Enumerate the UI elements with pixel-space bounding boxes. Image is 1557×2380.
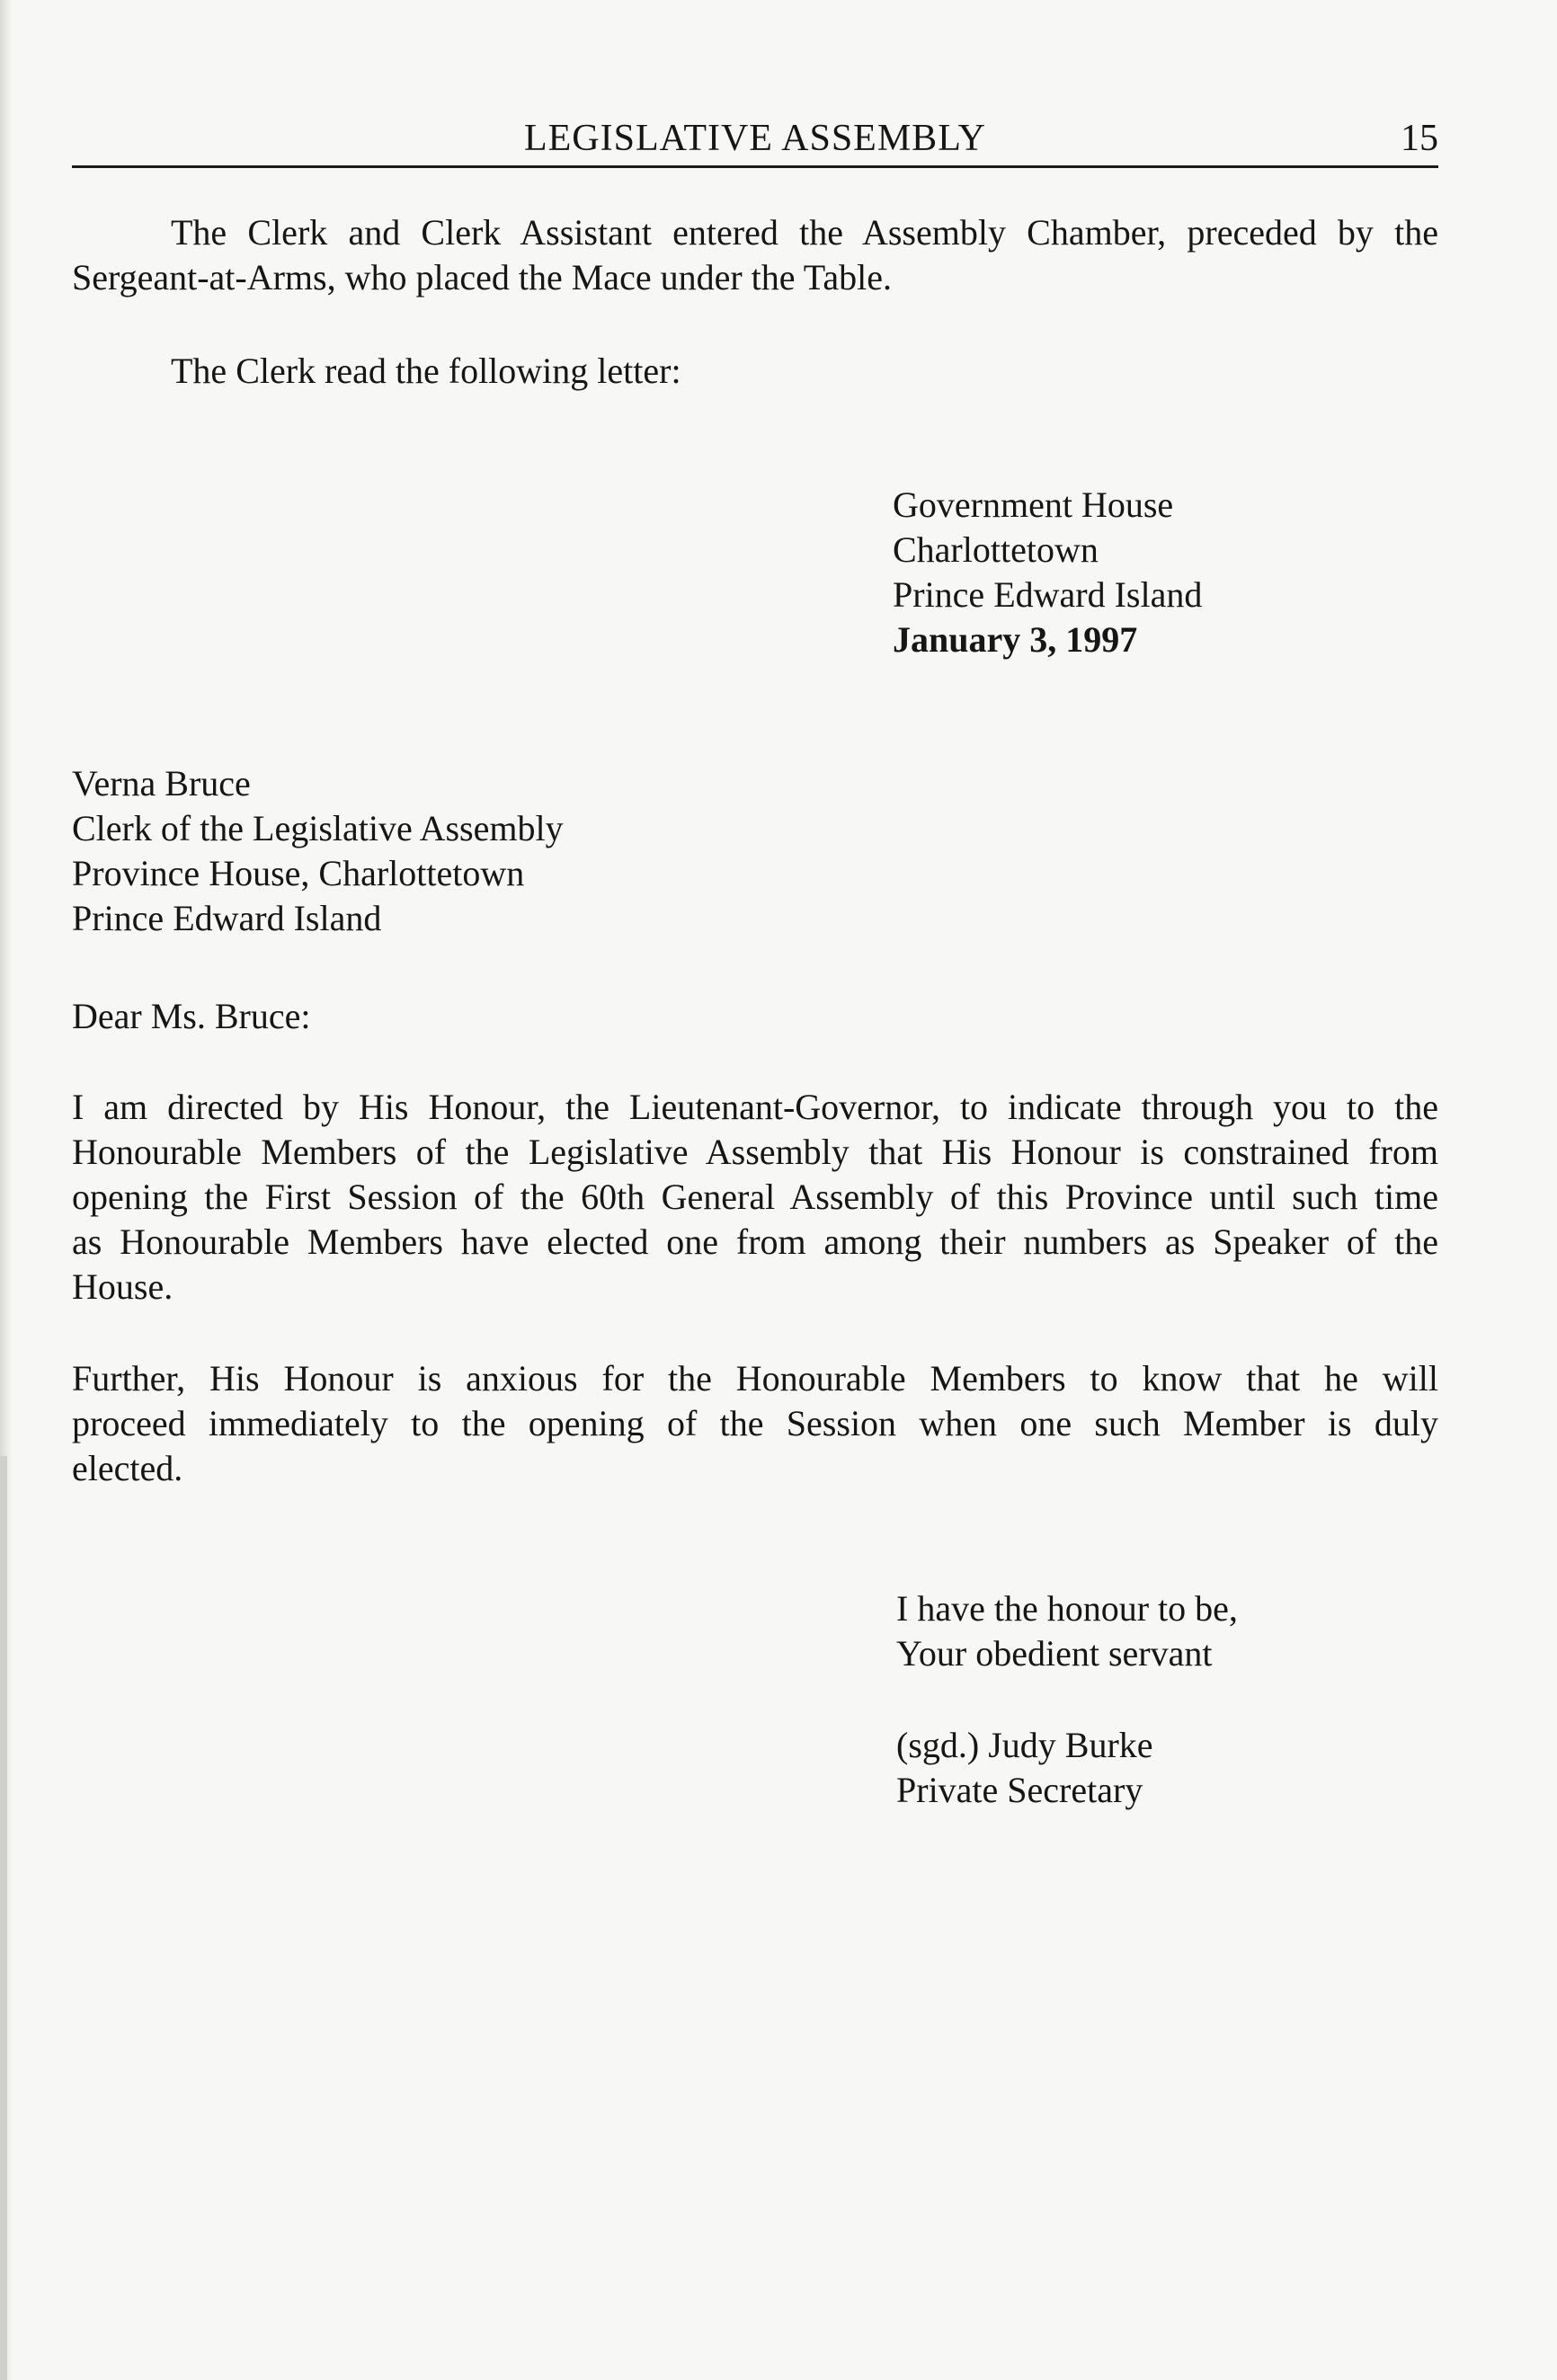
recipient-title: Clerk of the Legislative Assembly <box>72 808 564 848</box>
body-line: House. <box>72 1266 173 1307</box>
letter-body-paragraph-2 <box>72 1356 1438 1491</box>
body-line: as Honourable Members have elected one from among their numbers as Speaker of the <box>72 1221 1438 1262</box>
body-line: Further, His Honour is anxious for the Honourable Members to know that he will <box>72 1358 1438 1399</box>
salutation: Dear Ms. Bruce: <box>72 996 311 1036</box>
page-number: 15 <box>1401 118 1438 159</box>
body-line: proceed immediately to the opening of the Session when one such Member is duly <box>72 1403 1438 1443</box>
recipient-address <box>72 761 564 941</box>
intro-line-1: The Clerk and Clerk Assistant entered the Assembly Chamber, preceded by the <box>171 212 1438 253</box>
closing-line: I have the honour to be, <box>896 1588 1238 1629</box>
recipient-address-line: Prince Edward Island <box>72 898 382 938</box>
signature-title: Private Secretary <box>896 1770 1143 1810</box>
letter-body-paragraph-1 <box>72 1085 1438 1310</box>
recipient-name: Verna Bruce <box>72 763 251 804</box>
header-title: LEGISLATIVE ASSEMBLY <box>524 118 986 159</box>
sender-address <box>893 483 1202 662</box>
letter-closing <box>896 1586 1238 1676</box>
letter-signature <box>896 1723 1153 1813</box>
clerk-read-line: The Clerk read the following letter: <box>171 351 681 391</box>
sender-address-line: Government House <box>893 484 1174 525</box>
page-edge-binding <box>0 1456 7 2380</box>
body-line: elected. <box>72 1448 183 1488</box>
signature-name: (sgd.) Judy Burke <box>896 1725 1153 1765</box>
closing-line: Your obedient servant <box>896 1633 1213 1674</box>
body-line: Honourable Members of the Legislative Assembly that His Honour is constrained from <box>72 1132 1438 1172</box>
body-line: I am directed by His Honour, the Lieutenant-Governor, to indicate through you to the <box>72 1087 1438 1127</box>
sender-address-line: Charlottetown <box>893 529 1099 570</box>
page-header <box>72 115 1438 168</box>
body-line: opening the First Session of the 60th General Assembly of this Province until such time <box>72 1177 1438 1217</box>
recipient-address-line: Province House, Charlottetown <box>72 853 525 893</box>
letter-date: January 3, 1997 <box>893 619 1138 660</box>
intro-line-2: Sergeant-at-Arms, who placed the Mace under the Table. <box>72 257 893 298</box>
sender-address-line: Prince Edward Island <box>893 574 1203 615</box>
